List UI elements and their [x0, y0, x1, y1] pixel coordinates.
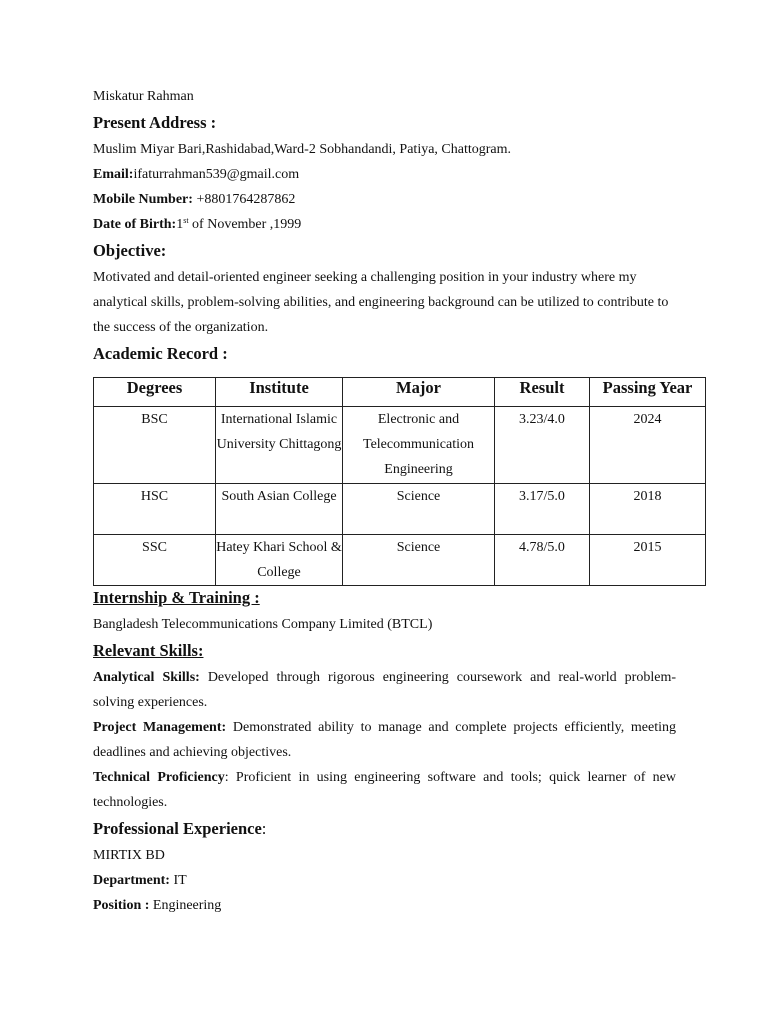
- internship-text: Bangladesh Telecommunications Company Limited (BTCL): [93, 617, 433, 632]
- objective-text: Motivated and detail-oriented engineer seeking a challenging position in your industry where my analytical skills, problem-solving abilities, and engineering background can be utilized to contribute to the success of the organization.: [93, 270, 669, 335]
- dob-label: Date of Birth:: [93, 217, 177, 232]
- skill-item-technical: [93, 765, 676, 815]
- year-cell: 2018: [590, 484, 706, 535]
- resume-lower: [93, 584, 676, 918]
- department-line: [93, 868, 676, 893]
- year-cell: 2015: [590, 535, 706, 586]
- position-value: Engineering: [149, 898, 222, 913]
- result-cell: 4.78/5.0: [495, 535, 590, 586]
- degree-cell: HSC: [94, 484, 216, 535]
- present-address-heading: Present Address :: [93, 113, 217, 132]
- academic-record-table: [93, 377, 706, 586]
- candidate-name: Miskatur Rahman: [93, 89, 194, 104]
- skills-heading-text: Relevant Skills:: [93, 641, 204, 660]
- dob-day: 1: [176, 217, 184, 232]
- column-header: Major: [343, 378, 495, 407]
- major-cell: Science: [343, 535, 495, 586]
- institute-cell: South Asian College: [216, 484, 343, 535]
- table-row: [94, 407, 706, 484]
- position-line: [93, 893, 676, 918]
- email-line: [93, 162, 676, 187]
- degree-cell: SSC: [94, 535, 216, 586]
- year-cell: 2024: [590, 407, 706, 484]
- institute-cell: International Islamic University Chittagong: [216, 407, 343, 484]
- objective-heading: Objective:: [93, 241, 167, 260]
- skill-text: : Proficient in using engineering software and tools; quick learner of new technologies.: [93, 770, 676, 810]
- address-text: Muslim Miyar Bari,Rashidabad,Ward-2 Sobhandandi, Patiya, Chattogram.: [93, 142, 512, 157]
- table-row: [94, 535, 706, 586]
- major-cell: Science: [343, 484, 495, 535]
- internship-heading-text: Internship & Training :: [93, 588, 260, 607]
- email-value: ifaturrahman539@gmail.com: [133, 167, 300, 182]
- department-label: Department:: [93, 873, 170, 888]
- email-label: Email:: [93, 167, 134, 182]
- position-label: Position :: [93, 898, 150, 913]
- table-header-row: [94, 378, 706, 407]
- column-header: Institute: [216, 378, 343, 407]
- table-row: [94, 484, 706, 535]
- skill-item-analytical: [93, 665, 676, 715]
- degree-cell: BSC: [94, 407, 216, 484]
- resume-upper: [93, 84, 676, 368]
- experience-heading: [93, 815, 676, 843]
- skill-label: Project Management:: [93, 720, 227, 735]
- skill-label: Technical Proficiency: [93, 770, 225, 785]
- result-cell: 3.23/4.0: [495, 407, 590, 484]
- academic-heading: Academic Record :: [93, 344, 228, 363]
- experience-heading-text: Professional Experience: [93, 819, 262, 838]
- major-cell: Electronic and Telecommunication Engineering: [343, 407, 495, 484]
- department-value: IT: [169, 873, 187, 888]
- skills-heading: [93, 637, 676, 665]
- mobile-line: [93, 187, 676, 212]
- column-header: Passing Year: [590, 378, 706, 407]
- skill-item-project-management: [93, 715, 676, 765]
- dob-rest: of November ,1999: [188, 217, 302, 232]
- dob-line: [93, 212, 676, 237]
- company-name: MIRTIX BD: [93, 848, 165, 863]
- column-header: Degrees: [94, 378, 216, 407]
- internship-heading: [93, 584, 676, 612]
- skill-text: Developed through rigorous engineering coursework and real-world problem-solving experiences.: [93, 670, 676, 710]
- dob-suffix: st: [183, 216, 189, 225]
- result-cell: 3.17/5.0: [495, 484, 590, 535]
- mobile-label: Mobile Number:: [93, 192, 193, 207]
- institute-cell: Hatey Khari School & College: [216, 535, 343, 586]
- column-header: Result: [495, 378, 590, 407]
- skill-text: Demonstrated ability to manage and complete projects efficiently, meeting deadlines and achieving objectives.: [93, 720, 676, 760]
- experience-heading-colon: :: [261, 819, 267, 838]
- skill-label: Analytical Skills:: [93, 670, 200, 685]
- mobile-value: +8801764287862: [192, 192, 296, 207]
